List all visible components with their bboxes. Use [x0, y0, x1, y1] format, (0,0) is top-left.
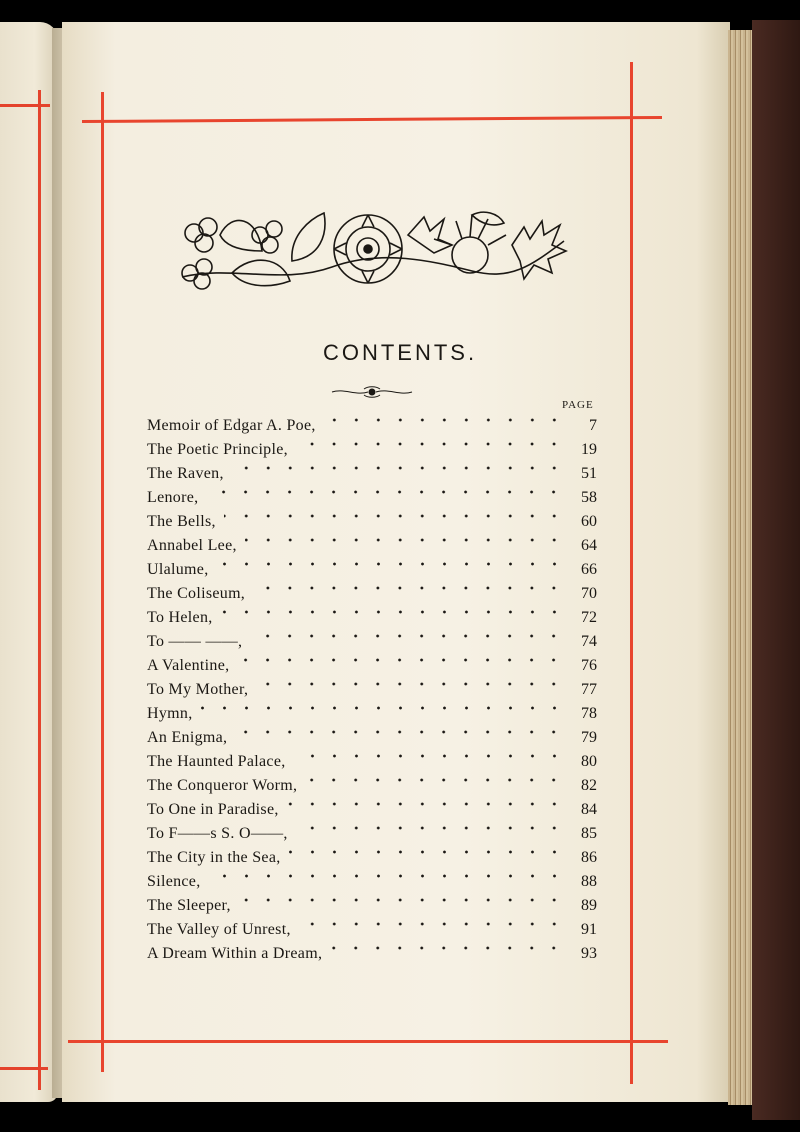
dot-leader — [237, 652, 565, 668]
toc-entry-page-number: 19 — [581, 441, 597, 458]
toc-entry — [147, 486, 597, 510]
toc-entry — [147, 606, 597, 630]
toc-entry — [147, 462, 597, 486]
toc-entry-title: Hymn, — [147, 705, 193, 722]
toc-entry — [147, 750, 597, 774]
toc-entry-page-number: 76 — [581, 657, 597, 674]
border-rule-bottom — [68, 1040, 668, 1043]
toc-entry-title: To —— ——, — [147, 633, 243, 650]
toc-entry-page-number: 93 — [581, 945, 597, 962]
toc-entry — [147, 534, 597, 558]
dot-leader — [299, 916, 565, 932]
toc-entry — [147, 414, 597, 438]
dot-leader — [245, 532, 565, 548]
dot-leader — [232, 460, 565, 476]
dot-leader — [224, 508, 565, 524]
toc-entry-title: To My Mother, — [147, 681, 249, 698]
toc-entry-title: The Coliseum, — [147, 585, 246, 602]
toc-entry-title: The City in the Sea, — [147, 849, 281, 866]
toc-entry — [147, 918, 597, 942]
border-rule-left — [101, 92, 104, 1072]
toc-entry-title: Memoir of Edgar A. Poe, — [147, 417, 316, 434]
title-flourish-ornament — [330, 385, 414, 399]
dot-leader — [201, 700, 566, 716]
toc-entry-title: The Sleeper, — [147, 897, 231, 914]
toc-entry — [147, 942, 597, 966]
dot-leader — [253, 580, 565, 596]
dot-leader — [206, 484, 565, 500]
toc-entry-title: The Poetic Principle, — [147, 441, 288, 458]
table-of-contents — [147, 414, 597, 966]
toc-entry-page-number: 77 — [581, 681, 597, 698]
toc-entry — [147, 774, 597, 798]
toc-entry-page-number: 78 — [581, 705, 597, 722]
toc-entry — [147, 702, 597, 726]
toc-entry-title: A Dream Within a Dream, — [147, 945, 323, 962]
dot-leader — [296, 820, 565, 836]
dot-leader — [239, 892, 565, 908]
toc-entry — [147, 438, 597, 462]
toc-entry-page-number: 70 — [581, 585, 597, 602]
left-page — [0, 22, 58, 1102]
toc-entry — [147, 510, 597, 534]
dot-leader — [330, 940, 565, 956]
toc-entry-page-number: 60 — [581, 513, 597, 530]
toc-entry-title: Silence, — [147, 873, 201, 890]
toc-entry-page-number: 88 — [581, 873, 597, 890]
toc-entry-title: The Valley of Unrest, — [147, 921, 291, 938]
left-page-rule-vertical — [38, 90, 41, 1090]
toc-entry-title: The Haunted Palace, — [147, 753, 286, 770]
toc-entry-title: To One in Paradise, — [147, 801, 279, 818]
toc-entry-title: An Enigma, — [147, 729, 228, 746]
toc-entry-title: The Bells, — [147, 513, 216, 530]
toc-entry-page-number: 64 — [581, 537, 597, 554]
dot-leader — [296, 436, 565, 452]
toc-entry-title: To F——s S. O——, — [147, 825, 288, 842]
toc-entry-page-number: 86 — [581, 849, 597, 866]
contents-title: CONTENTS. — [322, 340, 478, 365]
toc-entry — [147, 726, 597, 750]
dot-leader — [235, 724, 565, 740]
toc-entry-page-number: 51 — [581, 465, 597, 482]
toc-entry-title: Ulalume, — [147, 561, 209, 578]
toc-entry — [147, 558, 597, 582]
toc-entry — [147, 894, 597, 918]
toc-entry-title: The Conqueror Worm, — [147, 777, 298, 794]
dot-leader — [221, 604, 565, 620]
floral-headpiece-ornament — [172, 205, 572, 297]
toc-entry — [147, 798, 597, 822]
toc-entry-page-number: 74 — [581, 633, 597, 650]
dot-leader — [324, 412, 565, 428]
toc-entry-page-number: 7 — [589, 417, 597, 434]
dot-leader — [289, 844, 565, 860]
toc-entry-title: Annabel Lee, — [147, 537, 237, 554]
page-column-label: PAGE — [562, 399, 594, 411]
toc-entry — [147, 678, 597, 702]
book-cover — [752, 20, 800, 1120]
toc-entry-title: Lenore, — [147, 489, 199, 506]
toc-entry-page-number: 72 — [581, 609, 597, 626]
toc-entry-page-number: 89 — [581, 897, 597, 914]
toc-entry-page-number: 58 — [581, 489, 597, 506]
toc-entry — [147, 870, 597, 894]
toc-entry — [147, 654, 597, 678]
dot-leader — [305, 772, 565, 788]
toc-entry — [147, 582, 597, 606]
toc-entry-title: To Helen, — [147, 609, 213, 626]
toc-entry — [147, 630, 597, 654]
toc-entry — [147, 822, 597, 846]
dot-leader — [287, 796, 565, 812]
dot-leader — [256, 676, 565, 692]
toc-entry-page-number: 84 — [581, 801, 597, 818]
toc-entry — [147, 846, 597, 870]
toc-entry-page-number: 66 — [581, 561, 597, 578]
toc-entry-page-number: 85 — [581, 825, 597, 842]
toc-entry-page-number: 82 — [581, 777, 597, 794]
toc-entry-page-number: 79 — [581, 729, 597, 746]
toc-entry-page-number: 91 — [581, 921, 597, 938]
border-rule-right — [630, 62, 633, 1084]
dot-leader — [209, 868, 566, 884]
toc-entry-title: The Raven, — [147, 465, 224, 482]
left-page-rule-top — [0, 104, 50, 107]
toc-entry-title: A Valentine, — [147, 657, 230, 674]
dot-leader — [217, 556, 566, 572]
toc-entry-page-number: 80 — [581, 753, 597, 770]
dot-leader — [294, 748, 565, 764]
dot-leader — [250, 628, 565, 644]
